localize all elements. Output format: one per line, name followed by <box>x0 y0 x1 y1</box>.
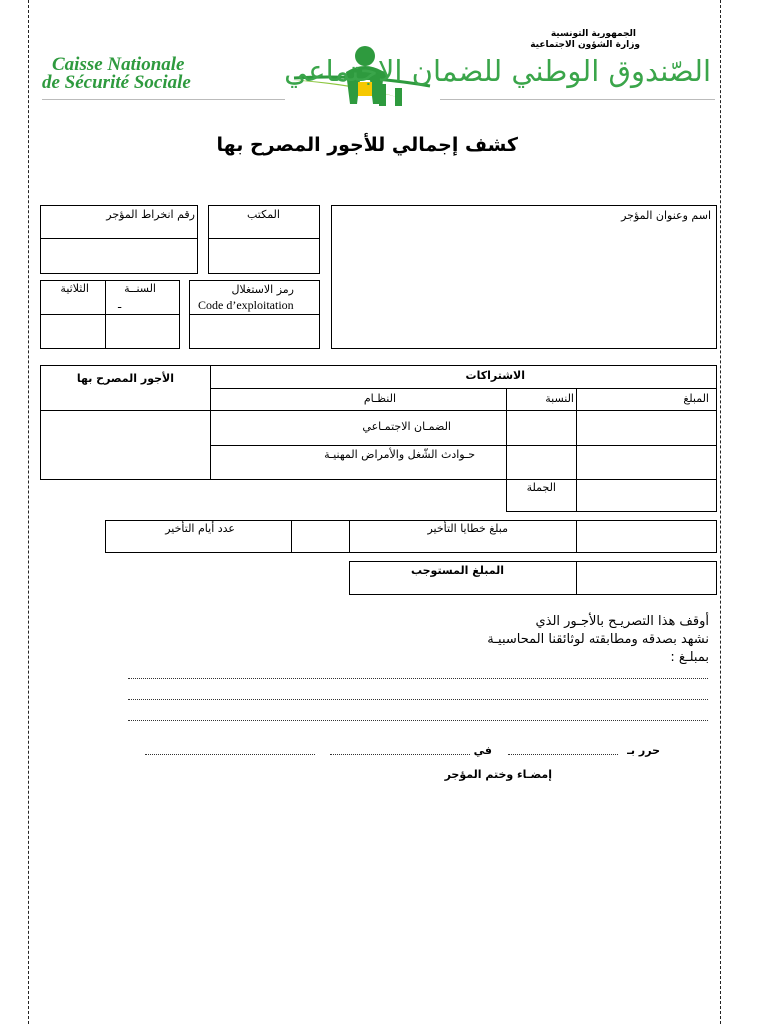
extra-date-field[interactable] <box>145 754 315 755</box>
on-label: في <box>473 744 492 757</box>
year-value: ـ <box>118 298 122 311</box>
year-field[interactable] <box>107 316 178 347</box>
work-accidents-amount-field[interactable] <box>578 447 715 478</box>
exploitation-code-field[interactable] <box>191 316 318 347</box>
date-field[interactable] <box>330 754 470 755</box>
gov-line2: وزارة الشؤون الاجتماعية <box>530 40 640 50</box>
right-cut-line <box>720 0 721 1024</box>
year-label: السنــة <box>124 282 156 295</box>
amount-words-line-3[interactable] <box>128 720 708 721</box>
certification-line3: بمبلـغ : <box>670 650 709 665</box>
certification-line1: أوقف هذا التصريـح بالأجـور الذي <box>535 614 709 629</box>
affiliation-label: رقم انخراط المؤجر <box>106 208 195 221</box>
total-amount-field[interactable] <box>578 481 715 510</box>
rate-header: النسبة <box>545 392 574 405</box>
made-in-field[interactable] <box>508 754 618 755</box>
row-social-security-label: الضمـان الاجتمـاعي <box>362 420 451 433</box>
declared-wages-header: الأجور المصرح بها <box>76 372 174 385</box>
regime-header: النظـام <box>363 392 396 405</box>
declared-wages-field[interactable] <box>42 412 208 478</box>
late-days-field[interactable] <box>293 522 348 551</box>
made-in-label: حرر بـ <box>627 744 660 757</box>
left-cut-line <box>28 0 29 1024</box>
affiliation-field[interactable] <box>42 240 196 272</box>
header-right-rule <box>440 99 715 100</box>
amount-due-field[interactable] <box>578 563 715 593</box>
social-security-amount-field[interactable] <box>578 412 715 444</box>
certification-line2: نشهد بصدقه ومطابقته لوثائقنا المحاسبيـة <box>487 632 709 647</box>
late-penalty-label: مبلغ خطايا التأخير <box>427 522 508 535</box>
late-penalty-amount-field[interactable] <box>578 522 715 551</box>
work-accidents-rate-field[interactable] <box>508 447 574 478</box>
social-security-rate-field[interactable] <box>508 412 574 444</box>
exploitation-label-fr: Code d’exploitation <box>198 298 294 312</box>
late-days-label: عدد أيام التأخير <box>165 522 235 535</box>
exploitation-label-ar: رمز الاستغلال <box>231 283 294 296</box>
row-work-accidents-label: حـوادث الشّغل والأمراض المهنيـة <box>324 448 475 461</box>
org-name-fr-line1: Caisse Nationale <box>52 54 185 75</box>
office-label: المكتب <box>247 208 280 221</box>
employer-name-address-box[interactable] <box>331 205 717 349</box>
employer-name-address-label: اسم وعنوان المؤجر <box>621 209 711 222</box>
amount-words-line-1[interactable] <box>128 678 708 679</box>
amount-words-line-2[interactable] <box>128 699 708 700</box>
amount-header: المبلغ <box>683 392 709 405</box>
amount-due-label: المبلغ المستوجب <box>410 564 504 577</box>
org-name-fr-line2: de Sécurité Sociale <box>42 72 191 93</box>
org-name-ar: الصّندوق الوطني للضمان الاجتماعي <box>284 54 711 88</box>
contributions-header: الاشتراكات <box>465 369 525 382</box>
total-label: الجملة <box>526 481 556 494</box>
gov-line1: الجمهورية التونسية <box>550 29 636 39</box>
office-field[interactable] <box>210 240 318 272</box>
quarter-label: الثلاثية <box>60 282 89 295</box>
page-title: كشف إجمالي للأجور المصرح بها <box>216 134 518 156</box>
signature-label: إمضـاء وختم المؤجر <box>444 768 552 781</box>
quarter-field[interactable] <box>42 316 104 347</box>
header-left-rule <box>42 99 285 100</box>
